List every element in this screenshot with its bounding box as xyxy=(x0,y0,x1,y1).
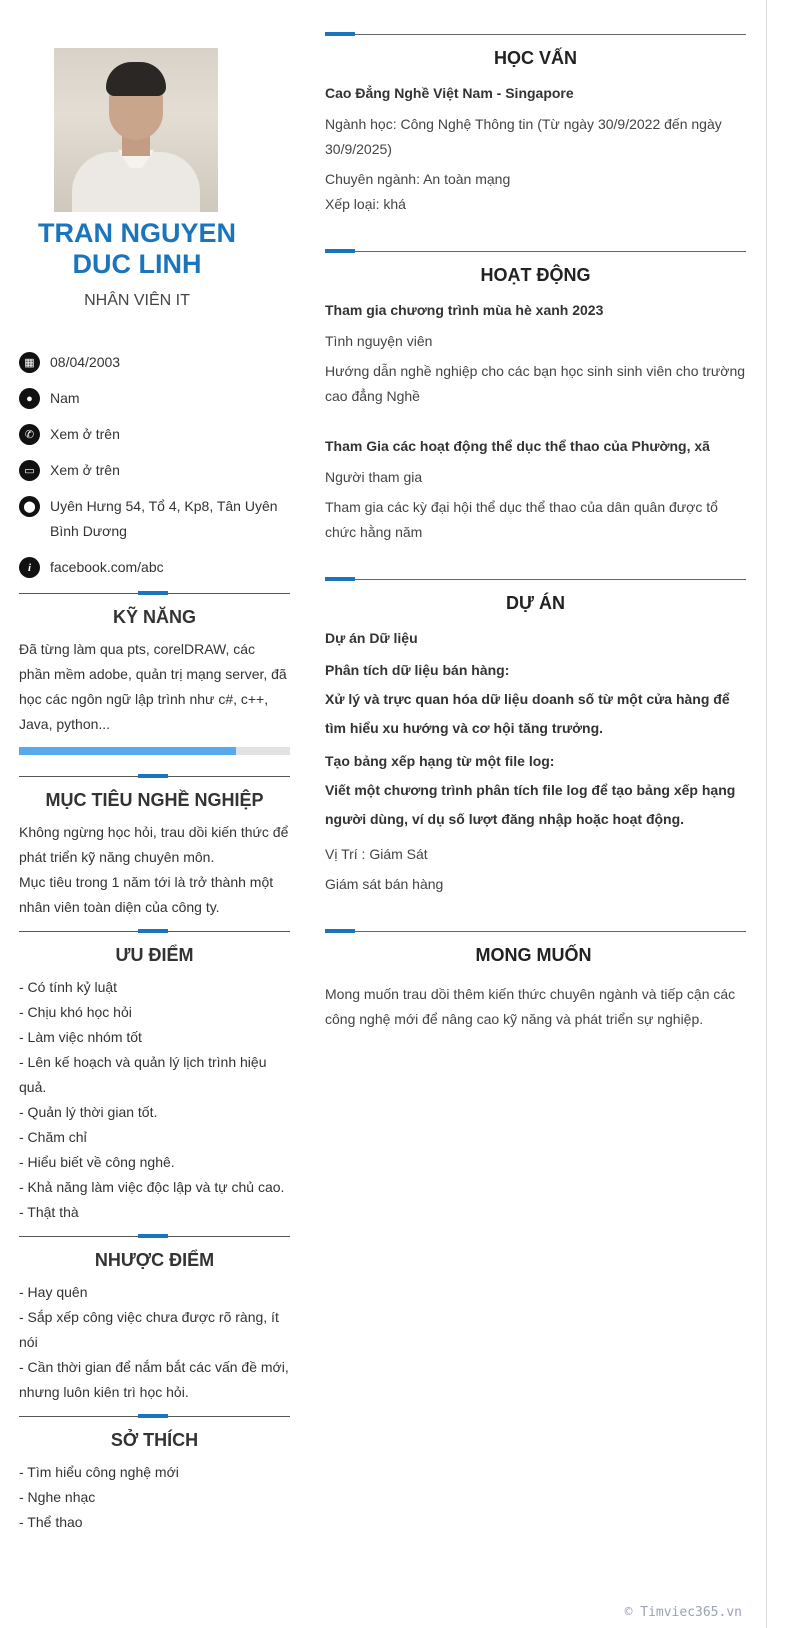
contact-website xyxy=(19,557,290,580)
project-name: Dự án Dữ liệu xyxy=(325,630,418,646)
activity-name: Tham gia chương trình mùa hè xanh 2023 xyxy=(325,302,604,318)
project-duty: Giám sát bán hàng xyxy=(325,876,444,892)
section-title: DỰ ÁN xyxy=(506,593,565,613)
list-item: - Lên kế hoạch và quản lý lịch trình hiệu quả. xyxy=(19,1054,267,1095)
projects-section xyxy=(325,579,746,897)
list-item: - Khả năng làm việc độc lập và tự chủ cao. xyxy=(19,1179,285,1195)
section-title: HOẠT ĐỘNG xyxy=(480,265,591,285)
project-line: Xử lý và trực quan hóa dữ liệu doanh số từ một cửa hàng để tìm hiểu xu hướng và cơ hội tăng trưởng. xyxy=(325,691,730,736)
section-title: HỌC VẤN xyxy=(493,48,577,68)
school-name: Cao Đẳng Nghề Việt Nam - Singapore xyxy=(325,85,574,101)
list-item: - Chăm chỉ xyxy=(19,1129,87,1145)
info-icon: i xyxy=(19,557,40,578)
right-column xyxy=(325,34,746,1032)
skills-section xyxy=(19,593,290,755)
list-item: - Quản lý thời gian tốt. xyxy=(19,1104,158,1120)
skill-level-bar xyxy=(19,747,290,755)
wishes-text: Mong muốn trau dồi thêm kiến thức chuyên ngành và tiếp cận các công nghệ mới để nâng cao kỹ năng và phát triển sự nghiệp. xyxy=(325,986,736,1027)
calendar-icon: ▦ xyxy=(19,352,40,373)
activity-item xyxy=(325,436,746,545)
list-item: - Chịu khó học hỏi xyxy=(19,1004,132,1020)
activities-section xyxy=(325,251,746,545)
list-item: - Tìm hiểu công nghệ mới xyxy=(19,1464,179,1480)
list-item: - Hiểu biết về công nghê. xyxy=(19,1154,175,1170)
section-title: SỞ THÍCH xyxy=(110,1430,199,1450)
contact-birthday: ▦ 08/04/2003 xyxy=(19,352,290,375)
contact-phone: ✆ Xem ở trên xyxy=(19,424,290,447)
activity-desc: Hướng dẫn nghề nghiệp cho các bạn học sinh sinh viên cho trường cao đẳng Nghề xyxy=(325,363,746,404)
contact-list xyxy=(19,352,290,580)
list-item: - Thể thao xyxy=(19,1514,83,1530)
activity-role: Người tham gia xyxy=(325,469,423,485)
section-title: MỤC TIÊU NGHỀ NGHIỆP xyxy=(45,790,264,810)
project-position: Vị Trí : Giám Sát xyxy=(325,846,428,862)
phone-icon: ✆ xyxy=(19,424,40,445)
candidate-name: TRAN NGUYEN DUC LINH xyxy=(37,218,236,279)
education-grade: Xếp loại: khá xyxy=(325,196,406,212)
website-link[interactable]: facebook.com/abc xyxy=(50,559,164,575)
left-column xyxy=(19,48,290,1535)
contact-email: ▭ Xem ở trên xyxy=(19,460,290,483)
strengths-section xyxy=(19,931,290,1225)
user-icon: ● xyxy=(19,388,40,409)
project-line: Phân tích dữ liệu bán hàng: xyxy=(325,662,510,678)
section-title: NHƯỢC ĐIỂM xyxy=(94,1250,215,1270)
activity-name: Tham Gia các hoạt động thể dục thể thao của Phường, xã xyxy=(325,438,710,454)
skills-text: Đã từng làm qua pts, corelDRAW, các phần mềm adobe, quản trị mạng server, đã học các ngôn ngữ lập trình như c#, c++, Java, python... xyxy=(19,641,287,732)
skill-level-fill xyxy=(19,747,236,755)
activity-item xyxy=(325,300,746,409)
wishes-section xyxy=(325,931,746,1032)
objective-section xyxy=(19,776,290,920)
email-icon: ▭ xyxy=(19,460,40,481)
weaknesses-section xyxy=(19,1236,290,1405)
hobbies-section xyxy=(19,1416,290,1535)
list-item: - Hay quên xyxy=(19,1284,88,1300)
project-line: Viết một chương trình phân tích file log để tạo bảng xếp hạng người dùng, ví dụ số lượt đăng nhập hoặc hoạt động. xyxy=(325,782,736,827)
list-item: - Cần thời gian để nắm bắt các vấn đề mới, nhưng luôn kiên trì học hỏi. xyxy=(19,1359,289,1400)
activity-desc: Tham gia các kỳ đại hội thể dục thể thao của dân quân được tổ chức hằng năm xyxy=(325,499,718,540)
objective-line: Không ngừng học hỏi, trau dồi kiến thức để phát triển kỹ năng chuyên môn. xyxy=(19,824,289,865)
project-line: Tạo bảng xếp hạng từ một file log: xyxy=(325,753,555,769)
contact-address: ⬤ Uyên Hưng 54, Tổ 4, Kp8, Tân Uyên Bình Dương xyxy=(19,496,290,544)
list-item: - Làm việc nhóm tốt xyxy=(19,1029,142,1045)
activity-role: Tình nguyện viên xyxy=(325,333,433,349)
list-item: - Thật thà xyxy=(19,1204,79,1220)
contact-gender: ● Nam xyxy=(19,388,290,411)
education-major: Ngành học: Công Nghệ Thông tin (Từ ngày 30/9/2022 đến ngày 30/9/2025) xyxy=(325,116,722,157)
list-item: - Có tính kỷ luật xyxy=(19,979,118,995)
section-title: KỸ NĂNG xyxy=(112,607,196,627)
list-item: - Sắp xếp công việc chưa được rõ ràng, ít nói xyxy=(19,1309,279,1350)
objective-line: Mục tiêu trong 1 năm tới là trở thành một nhân viên toàn diện của công ty. xyxy=(19,874,274,915)
education-specialty: Chuyên ngành: An toàn mạng xyxy=(325,171,511,187)
watermark: © Timviec365.vn xyxy=(624,1605,742,1620)
location-icon: ⬤ xyxy=(19,496,40,517)
list-item: - Nghe nhạc xyxy=(19,1489,96,1505)
education-section xyxy=(325,34,746,217)
job-title: NHÂN VIÊN IT xyxy=(84,292,190,309)
avatar xyxy=(54,48,218,212)
section-title: ƯU ĐIỂM xyxy=(115,945,194,965)
section-title: MONG MUỐN xyxy=(475,945,592,965)
